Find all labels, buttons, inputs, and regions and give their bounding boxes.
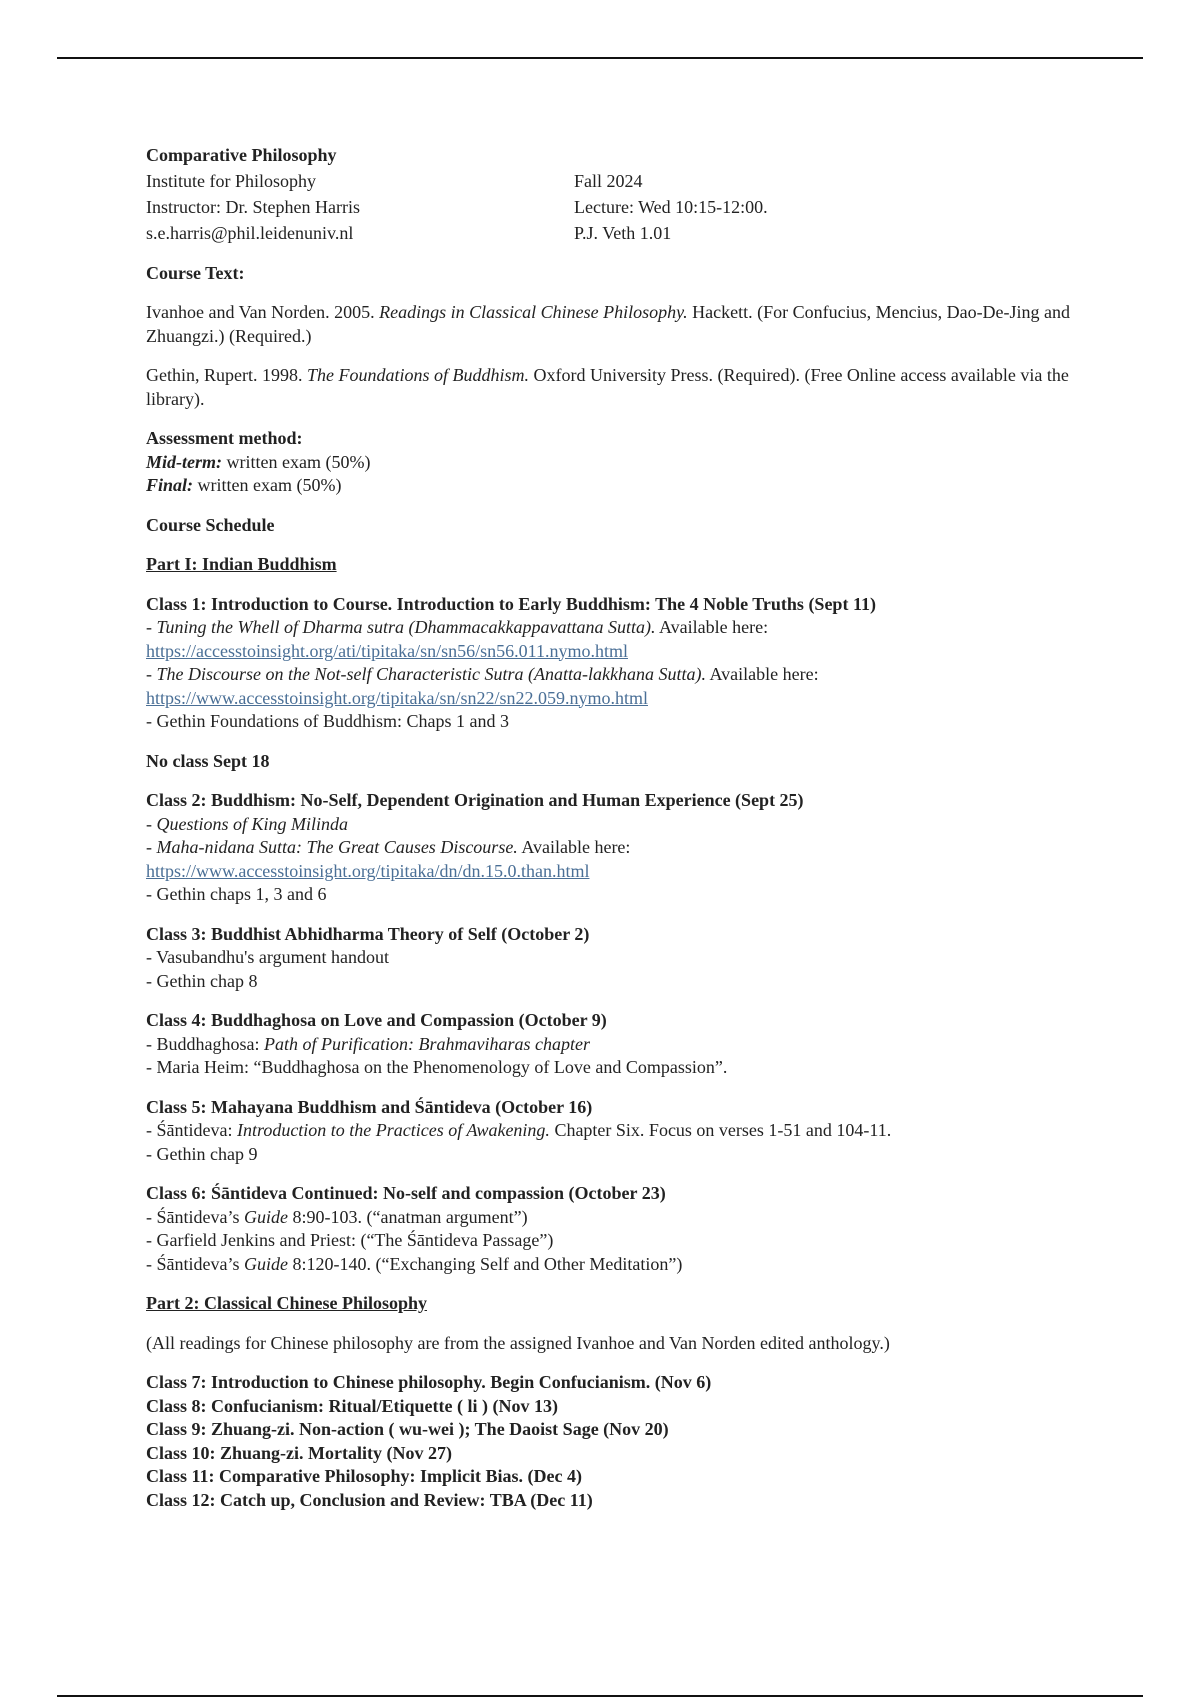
part-1-heading: Part I: Indian Buddhism bbox=[146, 554, 337, 574]
lecture-time: Lecture: Wed 10:15-12:00. bbox=[574, 196, 768, 217]
schedule-heading: Course Schedule bbox=[146, 514, 275, 535]
course-text-book-2: Gethin, Rupert. 1998. The Foundations of Buddhism. Oxford University Press. (Required). (Free Online access available via the library). bbox=[146, 365, 1069, 409]
course-text-book-1: Ivanhoe and Van Norden. 2005. Readings in Classical Chinese Philosophy. Hackett. (For Confucius, Mencius, Dao-De-Jing and Zhuangzi.) (Required.) bbox=[146, 302, 1071, 346]
class-1-link-1-line bbox=[146, 640, 1086, 664]
class-3-reading-2: - Gethin chap 8 bbox=[146, 970, 258, 991]
class-1-link-2-line bbox=[146, 687, 1086, 711]
assessment-final: Final: written exam (50%) bbox=[146, 475, 342, 495]
class-2-title: Class 2: Buddhism: No-Self, Dependent Origination and Human Experience (Sept 25) bbox=[146, 790, 804, 810]
class-1-reading-1: - Tuning the Whell of Dharma sutra (Dhammacakkappavattana Sutta). Available here: bbox=[146, 617, 769, 637]
class-1-link-1[interactable]: https://accesstoinsight.org/ati/tipitaka/sn/sn56/sn56.011.nymo.html bbox=[146, 640, 628, 661]
class-2-link-line bbox=[146, 860, 1086, 884]
class-12-title: Class 12: Catch up, Conclusion and Review: TBA (Dec 11) bbox=[146, 1489, 593, 1510]
class-1-reading-2: - The Discourse on the Not-self Characteristic Sutra (Anatta-lakkhana Sutta). Available here: bbox=[146, 664, 819, 684]
class-5-title: Class 5: Mahayana Buddhism and Śāntideva (October 16) bbox=[146, 1096, 593, 1117]
class-6-reading-1: - Śāntideva’s Guide 8:90-103. (“anatman argument”) bbox=[146, 1206, 528, 1227]
class-5-reading-2: - Gethin chap 9 bbox=[146, 1143, 258, 1164]
class-7-title: Class 7: Introduction to Chinese philosophy. Begin Confucianism. (Nov 6) bbox=[146, 1372, 712, 1392]
course-text-heading: Course Text: bbox=[146, 262, 245, 283]
class-4-reading-2: - Maria Heim: “Buddhaghosa on the Phenomenology of Love and Compassion”. bbox=[146, 1057, 728, 1077]
class-2-reading-2: - Maha-nidana Sutta: The Great Causes Discourse. Available here: bbox=[146, 837, 631, 857]
semester: Fall 2024 bbox=[574, 170, 643, 191]
instructor: Instructor: Dr. Stephen Harris bbox=[146, 196, 360, 217]
class-1-reading-3: - Gethin Foundations of Buddhism: Chaps 1 and 3 bbox=[146, 711, 509, 731]
class-6-reading-3: - Śāntideva’s Guide 8:120-140. (“Exchanging Self and Other Meditation”) bbox=[146, 1253, 683, 1274]
class-5-reading-1: - Śāntideva: Introduction to the Practices of Awakening. Chapter Six. Focus on verses 1-51 and 104-11. bbox=[146, 1120, 892, 1140]
class-3-title: Class 3: Buddhist Abhidharma Theory of Self (October 2) bbox=[146, 923, 590, 944]
top-rule bbox=[57, 57, 1143, 59]
class-6-title: Class 6: Śāntideva Continued: No-self and compassion (October 23) bbox=[146, 1183, 666, 1203]
class-2-reading-1: - Questions of King Milinda bbox=[146, 813, 349, 834]
no-class-note: No class Sept 18 bbox=[146, 750, 270, 771]
class-6-reading-2: - Garfield Jenkins and Priest: (“The Śāntideva Passage”) bbox=[146, 1230, 554, 1250]
class-2-reading-3: - Gethin chaps 1, 3 and 6 bbox=[146, 884, 327, 904]
institute: Institute for Philosophy bbox=[146, 170, 316, 191]
syllabus-page bbox=[146, 144, 1086, 1512]
class-4-reading-1: - Buddhaghosa: Path of Purification: Brahmaviharas chapter bbox=[146, 1033, 590, 1054]
bottom-rule bbox=[57, 1695, 1143, 1697]
assessment-midterm: Mid-term: written exam (50%) bbox=[146, 451, 371, 472]
class-2-link[interactable]: https://www.accesstoinsight.org/tipitaka/dn/dn.15.0.than.html bbox=[146, 860, 590, 881]
lecture-room: P.J. Veth 1.01 bbox=[574, 222, 672, 243]
class-1-link-2[interactable]: https://www.accesstoinsight.org/tipitaka/sn/sn22/sn22.059.nymo.html bbox=[146, 687, 648, 708]
class-10-title: Class 10: Zhuang-zi. Mortality (Nov 27) bbox=[146, 1442, 452, 1463]
instructor-email: s.e.harris@phil.leidenuniv.nl bbox=[146, 222, 354, 243]
course-info-grid bbox=[146, 168, 1086, 246]
course-title: Comparative Philosophy bbox=[146, 145, 337, 165]
class-4-title: Class 4: Buddhaghosa on Love and Compassion (October 9) bbox=[146, 1010, 607, 1030]
class-11-title: Class 11: Comparative Philosophy: Implicit Bias. (Dec 4) bbox=[146, 1466, 582, 1486]
class-8-title: Class 8: Confucianism: Ritual/Etiquette ( li ) (Nov 13) bbox=[146, 1395, 558, 1416]
class-1-title: Class 1: Introduction to Course. Introduction to Early Buddhism: The 4 Noble Truths (Sept 11) bbox=[146, 593, 876, 614]
assessment-heading: Assessment method: bbox=[146, 428, 303, 448]
class-3-reading-1: - Vasubandhu's argument handout bbox=[146, 947, 390, 967]
class-9-title: Class 9: Zhuang-zi. Non-action ( wu-wei ); The Daoist Sage (Nov 20) bbox=[146, 1419, 669, 1439]
part-2-note: (All readings for Chinese philosophy are from the assigned Ivanhoe and Van Norden edited anthology.) bbox=[146, 1332, 890, 1353]
part-2-heading: Part 2: Classical Chinese Philosophy bbox=[146, 1293, 428, 1313]
